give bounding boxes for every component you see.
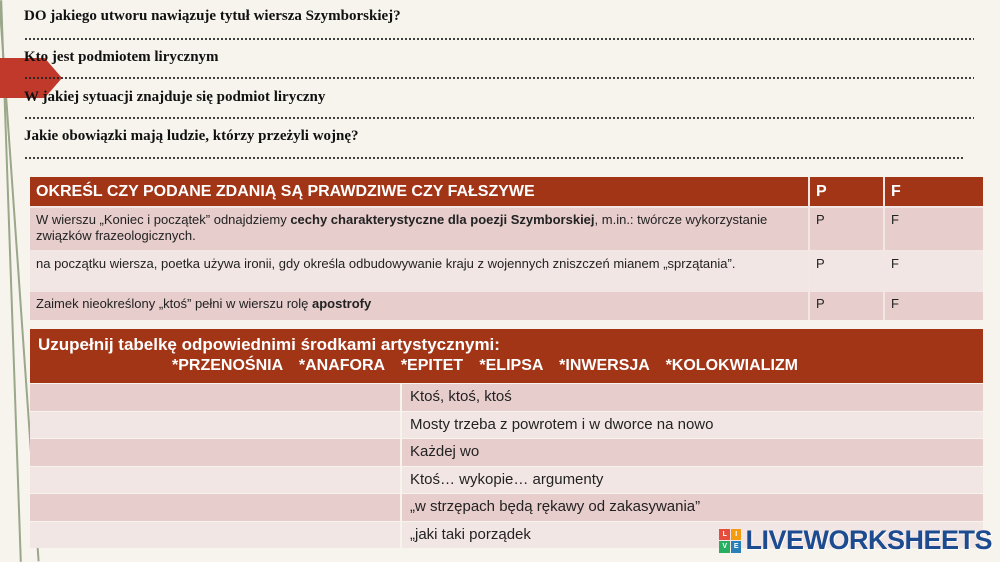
option-p[interactable]: P — [810, 208, 885, 250]
badge-letter: I — [731, 529, 742, 541]
true-false-table — [30, 177, 983, 320]
answer-line-2[interactable] — [24, 74, 974, 82]
answer-line-3[interactable] — [24, 114, 974, 122]
header-statement: OKREŚL CZY PODANE ZDANIĄ SĄ PRAWDZIWE CZY FAŁSZYWE — [30, 177, 810, 206]
answer-input[interactable] — [30, 467, 402, 494]
table-header — [30, 177, 983, 206]
header-p: P — [810, 177, 885, 206]
header-f: F — [891, 183, 901, 200]
option-f[interactable]: F — [891, 212, 899, 227]
table-row — [30, 466, 983, 494]
answer-line-4[interactable] — [24, 154, 964, 162]
badge-letter: L — [719, 529, 730, 541]
option-f[interactable]: F — [891, 296, 899, 311]
quote: „w strzępach będą rękawy od zakasywania” — [410, 498, 701, 515]
question-4: Jakie obowiązki mają ludzie, którzy przeżyli wojnę? — [24, 128, 359, 144]
question-3: W jakiej sytuacji znajduje się podmiot liryczny — [24, 89, 326, 105]
option-f[interactable]: F — [891, 256, 899, 271]
quote: Ktoś, ktoś, ktoś — [410, 388, 512, 405]
table-header — [30, 329, 983, 383]
quote: Ktoś… wykopie… argumenty — [410, 470, 604, 488]
badge-letter: E — [731, 541, 742, 553]
table-row — [30, 438, 983, 466]
answer-input[interactable] — [30, 439, 402, 466]
statement-3 — [30, 292, 810, 320]
answer-input[interactable] — [30, 494, 402, 521]
answer-input[interactable] — [30, 384, 402, 411]
statement-text: Zaimek nieokreślony „ktoś” pełni w wierszu rolę — [36, 296, 312, 311]
answer-input[interactable] — [30, 412, 402, 439]
table-row — [30, 493, 983, 521]
answer-line-1[interactable] — [24, 35, 974, 43]
option-p[interactable]: P — [810, 252, 885, 290]
devices-rows — [30, 383, 983, 548]
table-row — [30, 383, 983, 411]
statement-2 — [30, 252, 810, 290]
logo-text: LIVEWORKSHEETS — [745, 525, 992, 555]
table-row — [30, 250, 983, 290]
answer-input[interactable] — [30, 522, 402, 549]
statement-text: W wierszu „Koniec i początek” odnajdziemy — [36, 212, 291, 227]
statement-text: , m.in.: twórcze wykorzystanie związków frazeologicznych. — [36, 212, 768, 243]
table-row — [30, 411, 983, 439]
liveworksheets-logo[interactable] — [719, 525, 992, 556]
question-1: DO jakiego utworu nawiązuje tytuł wiersza Szymborskiej? — [24, 8, 401, 24]
badge-letter: V — [719, 541, 730, 553]
statement-bold: apostrofy — [311, 296, 372, 311]
table-row — [30, 290, 983, 320]
devices-options: *PRZENOŚNIA *ANAFORA *EPITET *ELIPSA *INWERSJA *KOLOKWIALIZM — [172, 357, 798, 374]
statement-bold: cechy charakterystyczne dla poezji Szymborskiej — [290, 212, 595, 227]
devices-title: Uzupełnij tabelkę odpowiednimi środkami artystycznymi: — [38, 335, 500, 354]
quote: Mosty trzeba z powrotem i w dworce na nowo — [410, 415, 714, 433]
question-2: Kto jest podmiotem lirycznym — [24, 49, 219, 65]
statement-1 — [30, 208, 810, 250]
quote: Każdej wo — [410, 443, 480, 460]
option-p[interactable]: P — [810, 292, 885, 320]
literary-devices-table — [30, 329, 983, 548]
statement-text: na początku wiersza, poetka używa ironii, gdy określa odbudowywanie kraju z wojennych zniszczeń mianem „sprzątania”. — [36, 256, 736, 271]
table-row — [30, 206, 983, 250]
logo-badge-icon — [719, 529, 741, 553]
quote: „jaki taki porządek — [410, 525, 531, 543]
